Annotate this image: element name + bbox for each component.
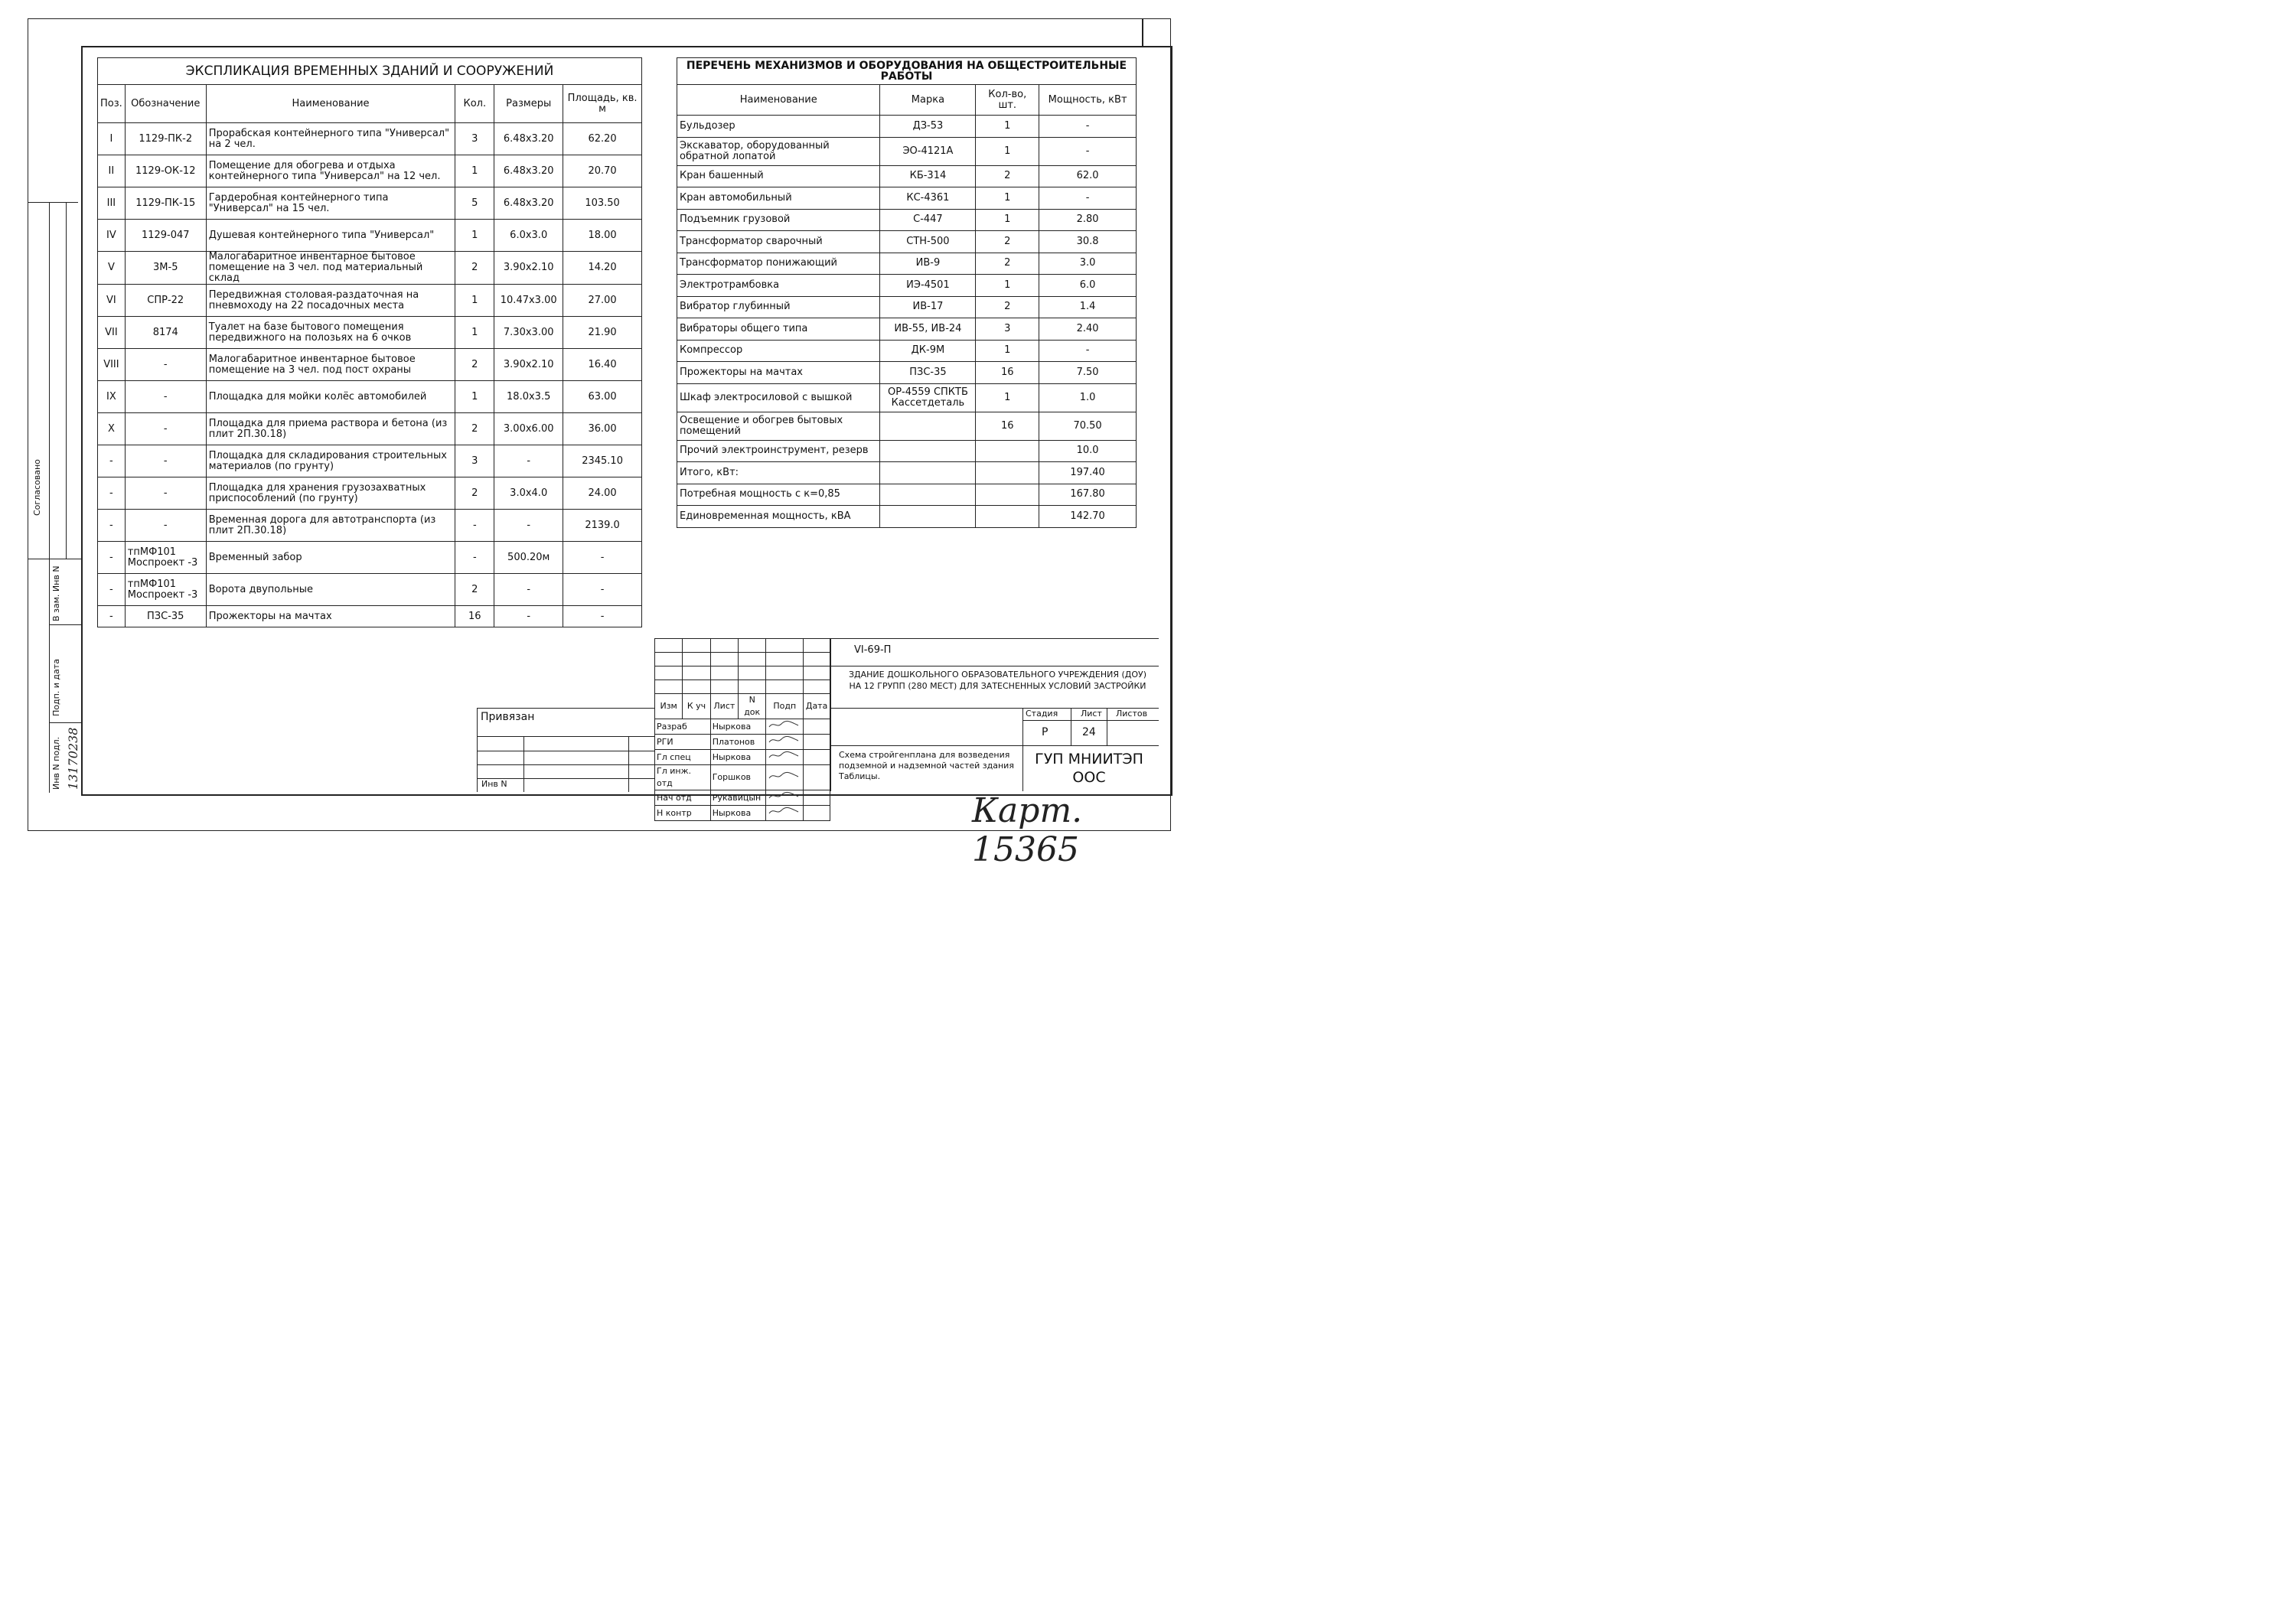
table-cell: КБ-314 (880, 165, 976, 187)
stamp-date (804, 750, 830, 765)
table-row (98, 317, 642, 349)
table-cell: 2139.0 (563, 510, 642, 542)
table-row (677, 383, 1137, 412)
stamp-signature (766, 750, 804, 765)
side-agreed-label: Согласовано (32, 459, 42, 516)
table-cell: ДЗ-53 (880, 116, 976, 138)
table-cell: - (98, 445, 126, 477)
table-row (98, 510, 642, 542)
table-row (677, 187, 1137, 210)
table-cell: - (455, 510, 494, 542)
table-cell: 1129-ОК-12 (125, 155, 206, 187)
table-cell: 36.00 (563, 413, 642, 445)
header-cell: Наименование (677, 85, 880, 116)
table-row (98, 606, 642, 627)
table-cell: 5 (455, 187, 494, 220)
table-row (677, 231, 1137, 253)
table-cell: Единовременная мощность, кВА (677, 506, 880, 528)
stamp-row (655, 719, 830, 735)
table-cell: 10.0 (1039, 440, 1137, 462)
table-cell (976, 462, 1039, 484)
table-cell: - (494, 510, 563, 542)
table-cell: 1 (976, 340, 1039, 362)
table-cell: Площадка для приема раствора и бетона (из плит 2П.30.18) (206, 413, 455, 445)
table-cell: 1129-ПК-15 (125, 187, 206, 220)
table-cell: 18.00 (563, 220, 642, 252)
stamp-col-header: N док (739, 694, 766, 719)
sheet-value: 24 (1082, 726, 1096, 738)
table-cell: Бульдозер (677, 116, 880, 138)
table-cell: Малогабаритное инвентарное бытовое помещение на 3 чел. под материальный склад (206, 252, 455, 285)
table-cell (880, 506, 976, 528)
table-row (677, 506, 1137, 528)
stamp-signature (766, 790, 804, 806)
table-cell: - (563, 606, 642, 627)
table-cell: ИВ-9 (880, 253, 976, 275)
header-cell: Кол. (455, 85, 494, 123)
table-cell: 3 (976, 318, 1039, 341)
table-cell: 1 (455, 220, 494, 252)
table-cell: 6.48x3.20 (494, 187, 563, 220)
table-cell: - (125, 381, 206, 413)
table-cell: ДК-9М (880, 340, 976, 362)
table-cell: - (494, 606, 563, 627)
table-cell: - (494, 574, 563, 606)
table-cell: 3.0 (1039, 253, 1137, 275)
table-cell: Туалет на базе бытового помещения передвижного на полозьях на 6 очков (206, 317, 455, 349)
table-row (677, 462, 1137, 484)
table-cell: - (455, 542, 494, 574)
table-cell: 197.40 (1039, 462, 1137, 484)
table-cell: Прожекторы на мачтах (677, 362, 880, 384)
table-cell: 2345.10 (563, 445, 642, 477)
table-cell: 6.0x3.0 (494, 220, 563, 252)
stamp-right (830, 638, 1159, 791)
stamp-col-header: Изм (655, 694, 683, 719)
table-cell (880, 412, 976, 440)
table-cell: Помещение для обогрева и отдыха контейнерного типа "Универсал" на 12 чел. (206, 155, 455, 187)
stamp-signature (766, 765, 804, 790)
table-row (98, 574, 642, 606)
table-row (98, 381, 642, 413)
table-cell: 16 (976, 362, 1039, 384)
table-cell: Экскаватор, оборудованный обратной лопатой (677, 137, 880, 165)
stamp-role: Разраб (655, 719, 711, 735)
header-cell: Площадь, кв. м (563, 85, 642, 123)
table-cell (880, 484, 976, 506)
table-cell: 3 (455, 123, 494, 155)
table-cell: Трансформатор понижающий (677, 253, 880, 275)
table-cell: V (98, 252, 126, 285)
table-cell: 1.4 (1039, 296, 1137, 318)
stamp-signature (766, 806, 804, 821)
table-cell: - (125, 445, 206, 477)
table-cell: 1129-047 (125, 220, 206, 252)
table-cell: С-447 (880, 209, 976, 231)
table-row (98, 285, 642, 317)
table-cell: II (98, 155, 126, 187)
card-number: Карт. 15365 (972, 791, 1083, 869)
table-cell: 16 (976, 412, 1039, 440)
table-cell: Электротрамбовка (677, 275, 880, 297)
table-cell (976, 506, 1039, 528)
table-cell: - (98, 574, 126, 606)
table-cell: ИВ-55, ИВ-24 (880, 318, 976, 341)
table-cell: - (1039, 116, 1137, 138)
stamp-project: ЗДАНИЕ ДОШКОЛЬНОГО ОБРАЗОВАТЕЛЬНОГО УЧРЕЖДЕНИЯ (ДОУ) НА 12 ГРУПП (280 МЕСТ) ДЛЯ ЗАТЕСНЕННЫХ УСЛОВИЙ ЗАСТРОЙКИ (848, 670, 1147, 691)
inv-label: Инв N (481, 779, 507, 789)
stage-header: Стадия (1026, 709, 1058, 719)
header-cell: Мощность, кВт (1039, 85, 1137, 116)
table-cell: 1 (455, 285, 494, 317)
table-cell: 142.70 (1039, 506, 1137, 528)
bound-block (477, 708, 655, 792)
table-cell: Прорабская контейнерного типа "Универсал" на 2 чел. (206, 123, 455, 155)
table-cell: 1 (976, 116, 1039, 138)
stamp-role: Н контр (655, 806, 711, 821)
table-cell: 500.20м (494, 542, 563, 574)
stamp-date (804, 719, 830, 735)
table-cell: 63.00 (563, 381, 642, 413)
table-cell: 7.30x3.00 (494, 317, 563, 349)
table-cell: 8174 (125, 317, 206, 349)
table-cell: - (125, 510, 206, 542)
header-cell: Обозначение (125, 85, 206, 123)
table-row (677, 253, 1137, 275)
table-cell: КС-4361 (880, 187, 976, 210)
table-cell: 6.48x3.20 (494, 123, 563, 155)
stamp-person: Ныркова (710, 719, 766, 735)
table-cell: СТН-500 (880, 231, 976, 253)
table-cell: 1129-ПК-2 (125, 123, 206, 155)
table-cell: 3 (455, 445, 494, 477)
table-row (677, 137, 1137, 165)
stamp-role: Гл инж. отд (655, 765, 711, 790)
stamp-row (655, 750, 830, 765)
table-cell: Подъемник грузовой (677, 209, 880, 231)
table-cell: VI (98, 285, 126, 317)
table-cell: 1 (976, 275, 1039, 297)
table-cell: Прочий электроинструмент, резерв (677, 440, 880, 462)
stamp-signature (766, 735, 804, 750)
stamp-date (804, 790, 830, 806)
table-cell: Итого, кВт: (677, 462, 880, 484)
stamp-role: Гл спец (655, 750, 711, 765)
table-cell: VII (98, 317, 126, 349)
table-cell: IX (98, 381, 126, 413)
table-cell: - (125, 349, 206, 381)
stamp-signature (766, 719, 804, 735)
table-cell: 3.90x2.10 (494, 349, 563, 381)
table-cell: ИВ-17 (880, 296, 976, 318)
corner-box (1142, 18, 1171, 47)
table-cell: ЭО-4121А (880, 137, 976, 165)
table-row (98, 220, 642, 252)
side-orig-inv-label: Инв N подл. (51, 736, 61, 790)
table-cell: Ворота двупольные (206, 574, 455, 606)
table-row (98, 252, 642, 285)
table-cell: 18.0x3.5 (494, 381, 563, 413)
table-row (677, 412, 1137, 440)
table-cell (976, 440, 1039, 462)
table-row (677, 165, 1137, 187)
table-cell: - (1039, 187, 1137, 210)
table-cell: VIII (98, 349, 126, 381)
table-row (98, 349, 642, 381)
table-cell: 1 (455, 317, 494, 349)
stamp-col-header: К уч (683, 694, 710, 719)
stamp-row (655, 735, 830, 750)
table-cell: 1 (455, 381, 494, 413)
table-cell: Площадка для хранения грузозахватных приспособлений (по грунту) (206, 477, 455, 510)
table-cell: Трансформатор сварочный (677, 231, 880, 253)
stage-value: Р (1042, 726, 1049, 738)
table-cell: 2 (455, 349, 494, 381)
table-cell: 1 (976, 187, 1039, 210)
table-row (98, 445, 642, 477)
stamp-person: Рукавицын (710, 790, 766, 806)
table-cell: Малогабаритное инвентарное бытовое помещение на 3 чел. под пост охраны (206, 349, 455, 381)
table-cell: 1 (976, 383, 1039, 412)
table-cell: 14.20 (563, 252, 642, 285)
stamp-col-header: Лист (710, 694, 738, 719)
explication-table (97, 57, 642, 627)
table-cell: 2.80 (1039, 209, 1137, 231)
header-cell: Марка (880, 85, 976, 116)
table-cell: 62.20 (563, 123, 642, 155)
table-cell: 1.0 (1039, 383, 1137, 412)
table-cell: 6.0 (1039, 275, 1137, 297)
table-cell: Площадка для мойки колёс автомобилей (206, 381, 455, 413)
table-cell: - (563, 542, 642, 574)
table-cell: 1 (455, 155, 494, 187)
side-strip (28, 202, 81, 793)
table-cell: Прожекторы на мачтах (206, 606, 455, 627)
table-cell: 70.50 (1039, 412, 1137, 440)
table-cell: Гардеробная контейнерного типа "Универсал" на 15 чел. (206, 187, 455, 220)
table-cell: - (1039, 340, 1137, 362)
table-cell: Душевая контейнерного типа "Универсал" (206, 220, 455, 252)
table-cell: ОР-4559 СПКТБ Кассетдеталь (880, 383, 976, 412)
table-cell: 3.00x6.00 (494, 413, 563, 445)
table-row (677, 209, 1137, 231)
table-row (677, 116, 1137, 138)
table-cell: - (494, 445, 563, 477)
table-cell: 2.40 (1039, 318, 1137, 341)
table-cell: 2 (455, 574, 494, 606)
table-cell: 6.48x3.20 (494, 155, 563, 187)
header-cell: Кол-во, шт. (976, 85, 1039, 116)
table-cell: тпМФ101 Моспроект -3 (125, 574, 206, 606)
stamp-role: РГИ (655, 735, 711, 750)
stamp-code: VI-69-П (854, 644, 892, 656)
table-cell: - (563, 574, 642, 606)
table-row (98, 477, 642, 510)
stamp-org: ГУП МНИИТЭП ООС (1035, 751, 1143, 786)
table-cell (880, 440, 976, 462)
table-cell: - (98, 606, 126, 627)
table-cell: Временный забор (206, 542, 455, 574)
table-cell: I (98, 123, 126, 155)
table-cell: СПР-22 (125, 285, 206, 317)
table-row (98, 542, 642, 574)
table-row (98, 123, 642, 155)
explication-title: ЭКСПЛИКАЦИЯ ВРЕМЕННЫХ ЗДАНИЙ И СООРУЖЕНИЙ (98, 58, 642, 85)
table-cell: 103.50 (563, 187, 642, 220)
side-replace-inv-label: В зам. Инв N (51, 565, 61, 621)
table-cell: 2 (455, 477, 494, 510)
side-orig-inv-value: 13170238 (66, 727, 80, 790)
table-cell: Временная дорога для автотранспорта (из плит 2П.30.18) (206, 510, 455, 542)
table-cell: Вибратор глубинный (677, 296, 880, 318)
stamp-person: Горшков (710, 765, 766, 790)
table-cell: 2 (455, 252, 494, 285)
table-row (677, 340, 1137, 362)
table-cell: 7.50 (1039, 362, 1137, 384)
table-cell: Кран башенный (677, 165, 880, 187)
table-cell: 2 (976, 231, 1039, 253)
table-cell: 20.70 (563, 155, 642, 187)
table-cell: 16.40 (563, 349, 642, 381)
table-cell: ПЗС-35 (880, 362, 976, 384)
table-cell: 3М-5 (125, 252, 206, 285)
stamp-date (804, 765, 830, 790)
table-cell: 1 (976, 137, 1039, 165)
table-row (677, 440, 1137, 462)
table-cell: Потребная мощность с к=0,85 (677, 484, 880, 506)
revision-grid (654, 638, 830, 821)
table-cell: - (1039, 137, 1137, 165)
table-cell: Освещение и обогрев бытовых помещений (677, 412, 880, 440)
table-cell: тпМФ101 Моспроект -3 (125, 542, 206, 574)
table-row (677, 484, 1137, 506)
table-cell: 24.00 (563, 477, 642, 510)
table-row (98, 187, 642, 220)
table-cell: Вибраторы общего типа (677, 318, 880, 341)
table-cell: - (98, 477, 126, 510)
table-cell: 16 (455, 606, 494, 627)
sheets-header: Листов (1116, 709, 1148, 719)
stamp-description: Схема стройгенплана для возведения подземной и надземной частей здания Таблицы. (839, 750, 1014, 781)
equipment-table (677, 57, 1137, 528)
stamp-row (655, 806, 830, 821)
table-row (98, 413, 642, 445)
header-cell: Поз. (98, 85, 126, 123)
stamp-role: Нач отд (655, 790, 711, 806)
table-row (677, 362, 1137, 384)
stamp-date (804, 735, 830, 750)
table-cell: Шкаф электросиловой с вышкой (677, 383, 880, 412)
table-cell: 2 (976, 253, 1039, 275)
stamp-person: Ныркова (710, 806, 766, 821)
table-cell: III (98, 187, 126, 220)
table-cell: 10.47x3.00 (494, 285, 563, 317)
table-cell: 2 (455, 413, 494, 445)
header-cell: Размеры (494, 85, 563, 123)
table-cell: - (125, 477, 206, 510)
table-cell: Площадка для складирования строительных материалов (по грунту) (206, 445, 455, 477)
stamp-person: Платонов (710, 735, 766, 750)
equipment-title: ПЕРЕЧЕНЬ МЕХАНИЗМОВ И ОБОРУДОВАНИЯ НА ОБЩЕСТРОИТЕЛЬНЫЕ РАБОТЫ (677, 58, 1137, 85)
header-cell: Наименование (206, 85, 455, 123)
stamp-col-header: Подп (766, 694, 804, 719)
table-cell: 3.0x4.0 (494, 477, 563, 510)
table-cell: IV (98, 220, 126, 252)
table-cell: ИЭ-4501 (880, 275, 976, 297)
bound-label: Привязан (481, 711, 535, 723)
side-sign-date-label: Подп. и дата (51, 659, 61, 716)
table-cell: Компрессор (677, 340, 880, 362)
table-cell: X (98, 413, 126, 445)
table-cell: 62.0 (1039, 165, 1137, 187)
table-row (677, 318, 1137, 341)
table-cell: 1 (976, 209, 1039, 231)
table-cell: Передвижная столовая-раздаточная на пневмоходу на 22 посадочных места (206, 285, 455, 317)
table-cell: 167.80 (1039, 484, 1137, 506)
table-cell: 2 (976, 165, 1039, 187)
table-cell (976, 484, 1039, 506)
table-cell: ПЗС-35 (125, 606, 206, 627)
table-cell: 2 (976, 296, 1039, 318)
table-cell: 27.00 (563, 285, 642, 317)
stamp-row (655, 765, 830, 790)
stamp-row (655, 790, 830, 806)
table-cell: 3.90x2.10 (494, 252, 563, 285)
table-cell: - (125, 413, 206, 445)
table-cell: - (98, 510, 126, 542)
table-row (677, 296, 1137, 318)
table-row (98, 155, 642, 187)
table-cell: Кран автомобильный (677, 187, 880, 210)
table-cell: - (98, 542, 126, 574)
stamp-col-header: Дата (804, 694, 830, 719)
table-row (677, 275, 1137, 297)
sheet-header: Лист (1081, 709, 1102, 719)
table-cell (880, 462, 976, 484)
table-cell: 30.8 (1039, 231, 1137, 253)
stamp-person: Ныркова (710, 750, 766, 765)
stamp-date (804, 806, 830, 821)
table-cell: 21.90 (563, 317, 642, 349)
